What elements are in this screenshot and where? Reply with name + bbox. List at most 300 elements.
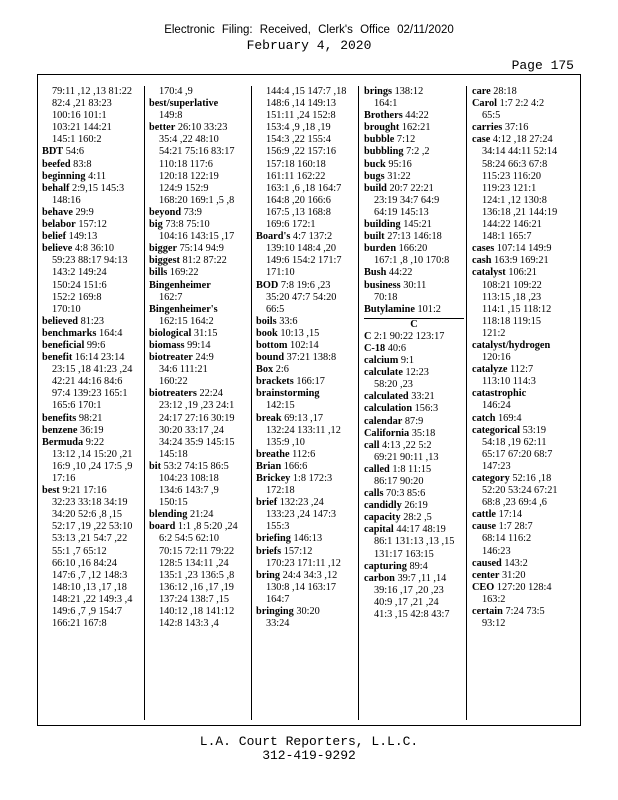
index-continuation: 133:23 ,24 147:3	[266, 509, 337, 521]
index-entry	[256, 546, 356, 558]
index-continuation: 52:20 53:24 67:21	[482, 485, 558, 497]
index-entry	[472, 255, 576, 267]
index-references: 1:7 2:2 4:2	[499, 98, 545, 110]
index-entry	[42, 316, 142, 328]
index-references: 145:21	[403, 219, 432, 231]
index-word: Brothers	[364, 110, 403, 122]
index-continuation: 40:9 ,17 ,21 ,24	[374, 596, 439, 608]
index-entry	[42, 425, 142, 437]
index-references: 164:4	[98, 327, 123, 339]
index-continuation: 119:23 121:1	[482, 182, 537, 194]
index-entry	[364, 428, 464, 440]
index-references: 156:3	[414, 403, 439, 415]
index-references: 33:6	[279, 315, 298, 327]
index-references: 106:21	[508, 267, 537, 279]
index-word: calcium	[364, 355, 399, 367]
index-continuation: 148:21 ,22 149:3 ,4	[52, 593, 133, 605]
index-continuation: 100:16 101:1	[52, 110, 107, 122]
index-references: 102:14	[290, 339, 319, 351]
index-references: 162:21	[401, 122, 431, 134]
index-entry	[42, 340, 142, 352]
index-word: biological	[149, 327, 192, 339]
index-continuation: 66:10 ,16 84:24	[52, 557, 117, 569]
index-entry	[472, 582, 576, 594]
index-entry	[256, 352, 356, 364]
index-continuation: 104:16 143:15 ,17	[159, 231, 235, 243]
index-references: 73:8 75:10	[165, 219, 210, 231]
index-references: 53:19	[522, 424, 547, 436]
index-word: categorical	[472, 424, 521, 436]
index-entry	[42, 159, 142, 171]
index-entry	[364, 86, 464, 98]
index-continuation: 140:12 ,18 141:12	[159, 606, 235, 618]
index-entry	[364, 243, 464, 255]
index-continuation: 157:18 160:18	[266, 158, 326, 170]
index-entry	[364, 231, 464, 243]
index-continuation: 35:20 47:7 54:20	[266, 291, 337, 303]
index-continuation: 59:23 88:17 94:13	[52, 255, 128, 267]
index-continuation: 160:22	[159, 376, 188, 388]
index-continuation: 53:13 ,21 54:7 ,22	[52, 533, 128, 545]
index-entry	[256, 340, 356, 352]
index-references: 26:10 33:23	[177, 122, 228, 134]
index-references: 75:14 94:9	[179, 243, 224, 255]
index-continuation: 139:10 148:4 ,20	[266, 243, 337, 255]
index-entry	[149, 207, 249, 219]
index-continuation: 6:2 54:5 62:10	[159, 533, 220, 545]
index-word: breathe	[256, 448, 290, 460]
index-references: 44:22	[405, 110, 429, 122]
index-references: 33:21	[411, 391, 435, 403]
index-entry	[364, 134, 464, 146]
index-entry	[364, 331, 464, 343]
index-word: calculate	[364, 367, 403, 379]
index-word: cause	[472, 521, 497, 533]
index-word: BDT	[42, 146, 64, 158]
index-references: 157:12	[283, 545, 313, 557]
index-word: carries	[472, 122, 503, 134]
index-references: 101:2	[417, 303, 441, 315]
index-continuation: 79:11 ,12 ,13 81:22	[52, 86, 132, 97]
index-continuation: 120:16	[482, 352, 511, 364]
index-word: capturing	[364, 560, 407, 572]
index-column-1	[42, 86, 142, 630]
index-word: Butylamine	[364, 303, 415, 315]
index-word: book	[256, 327, 278, 339]
index-continuation: 65:17 67:20 68:7	[482, 448, 553, 460]
index-continuation: 82:4 ,21 83:23	[52, 98, 112, 110]
index-references: 36:19	[80, 424, 104, 436]
index-references: 89:4	[409, 560, 428, 572]
index-word: catastrophic	[472, 388, 527, 400]
index-entry	[42, 352, 142, 364]
index-entry	[42, 437, 142, 449]
index-entry	[256, 231, 356, 243]
index-references: 169:4	[498, 412, 522, 424]
index-entry	[364, 304, 464, 316]
index-word: best/superlative	[149, 98, 219, 110]
index-continuation: 132:24 133:11 ,12	[266, 424, 341, 436]
index-word: bubble	[364, 134, 395, 146]
index-references: 20:7 22:21	[389, 182, 434, 194]
index-continuation: 170:10	[52, 303, 81, 315]
index-entry	[364, 391, 464, 403]
index-references: 1:7 28:7	[498, 521, 533, 533]
index-word: Box	[256, 364, 274, 376]
index-entry	[42, 219, 142, 231]
index-continuation: 134:6 143:7 ,9	[159, 485, 219, 497]
index-word: behave	[42, 206, 73, 218]
index-continuation: 33:24	[266, 618, 290, 630]
index-entry	[364, 355, 464, 367]
index-entry	[364, 183, 464, 195]
index-continuation: 156:9 ,22 157:16	[266, 146, 337, 158]
index-entry	[149, 280, 249, 292]
index-continuation: 154:3 ,22 155:4	[266, 134, 331, 146]
index-continuation: 41:3 ,15 42:8 43:7	[374, 609, 450, 621]
index-word: Bush	[364, 267, 387, 279]
index-entry	[472, 267, 576, 279]
index-entry	[149, 328, 249, 340]
index-entry	[472, 364, 576, 376]
index-continuation: 149:8	[159, 110, 183, 122]
index-word: briefing	[256, 533, 291, 545]
index-continuation: 58:20 ,23	[374, 379, 413, 391]
index-entry	[364, 403, 464, 415]
index-references: 24:4 34:3 ,12	[282, 569, 338, 581]
index-references: 7:8 19:6 ,23	[280, 279, 331, 291]
index-continuation: 32:23 33:18 34:19	[52, 497, 128, 509]
index-continuation: 34:14 44:11 52:14	[482, 146, 558, 158]
index-word: calls	[364, 488, 384, 500]
index-references: 98:21	[78, 412, 103, 424]
index-word: CEO	[472, 581, 495, 593]
index-word: cattle	[472, 509, 497, 521]
index-column-5	[472, 86, 576, 630]
index-continuation: 148:10 ,13 ,17 ,18	[52, 581, 127, 593]
index-entry	[472, 558, 576, 570]
index-references: 29:9	[75, 206, 94, 218]
index-continuation: 135:1 ,23 136:5 ,8	[159, 569, 235, 581]
index-references: 1:1 ,8 5:20 ,24	[177, 521, 238, 533]
index-entry	[364, 512, 464, 524]
index-references: 157:12	[78, 219, 107, 231]
index-entry	[149, 255, 249, 267]
index-continuation: 113:15 ,18 ,23	[482, 291, 542, 303]
index-continuation: 17:16	[52, 473, 76, 484]
index-continuation: 70:15 72:11 79:22	[159, 545, 235, 557]
index-word: buck	[364, 158, 386, 170]
index-references: 10:13 ,15	[280, 327, 320, 339]
index-continuation: 137:24 138:7 ,15	[159, 593, 230, 605]
index-references: 24:9	[195, 352, 214, 364]
index-word: brainstorming	[256, 388, 320, 400]
index-word: bills	[149, 267, 168, 279]
index-references: 9:1	[400, 355, 415, 367]
index-word: boils	[256, 315, 277, 327]
index-continuation: 24:17 27:16 30:19	[159, 412, 235, 424]
index-continuation: 165:6 170:1	[52, 400, 102, 412]
index-references: 27:13 146:18	[387, 231, 442, 243]
index-word: built	[364, 231, 385, 243]
index-continuation: 153:4 ,9 ,18 ,19	[266, 122, 331, 134]
index-continuation: 69:21 90:11 ,13	[374, 451, 439, 463]
index-references: 16:14 23:14	[74, 352, 125, 364]
index-references: 81:2 87:22	[182, 255, 227, 267]
index-word: bringing	[256, 606, 294, 618]
index-entry	[472, 388, 576, 400]
index-references: 31:20	[502, 569, 526, 581]
index-continuation: 120:18 122:19	[159, 170, 219, 182]
index-word: Bermuda	[42, 436, 84, 448]
index-entry	[364, 500, 464, 512]
index-word: case	[472, 134, 491, 146]
index-references: 4:12 ,18 27:24	[492, 134, 553, 146]
index-continuation: 150:24 151:6	[52, 279, 107, 291]
reporter-phone: 312-419-9292	[262, 748, 356, 763]
index-word: certain	[472, 606, 503, 618]
index-continuation: 130:8 ,14 163:17	[266, 581, 337, 593]
index-references: 70:3 85:6	[386, 488, 426, 500]
index-continuation: 104:23 108:18	[159, 473, 219, 484]
index-continuation: 143:2 149:24	[52, 267, 107, 279]
index-word: catalyst	[472, 267, 506, 279]
index-word: business	[364, 279, 401, 291]
index-word: beginning	[42, 170, 86, 182]
index-word: biotreaters	[149, 388, 197, 400]
index-continuation: 108:21 109:22	[482, 279, 542, 291]
index-references: 7:24 73:5	[505, 606, 545, 618]
index-references: 149:13	[68, 231, 98, 243]
index-continuation: 13:12 ,14 15:20 ,21	[52, 448, 133, 460]
index-word: building	[364, 219, 401, 231]
index-references: 95:16	[388, 158, 412, 170]
index-word: beyond	[149, 206, 182, 218]
index-word: benzene	[42, 424, 78, 436]
index-references: 112:6	[292, 448, 316, 460]
index-word: blending	[149, 509, 188, 521]
index-references: 53:2 74:15 86:5	[163, 460, 229, 472]
index-continuation: 30:20 33:17 ,24	[159, 424, 224, 436]
index-entry	[472, 340, 576, 352]
index-entry	[472, 473, 576, 485]
index-references: 37:16	[504, 122, 529, 134]
index-section-letter: C	[364, 318, 464, 331]
index-entry	[472, 521, 576, 533]
column-divider	[251, 86, 252, 720]
index-word: belabor	[42, 219, 76, 231]
index-word: carbon	[364, 572, 395, 584]
index-entry	[256, 461, 356, 473]
index-continuation: 152:2 169:8	[52, 291, 102, 303]
index-references: 44:17 48:19	[396, 524, 446, 536]
index-continuation: 172:18	[266, 485, 295, 497]
index-references: 112:7	[510, 364, 534, 376]
index-references: 146:13	[293, 533, 323, 545]
index-word: belief	[42, 231, 67, 243]
index-word: benefit	[42, 352, 73, 364]
index-entry	[42, 328, 142, 340]
index-entry	[42, 231, 142, 243]
index-continuation: 142:8 143:3 ,4	[159, 618, 219, 630]
index-references: 166:6	[283, 460, 308, 472]
index-entry	[149, 304, 249, 316]
index-references: 1:8 172:3	[292, 473, 333, 484]
index-continuation: 162:7	[159, 291, 183, 303]
index-entry	[364, 122, 464, 134]
index-continuation: 168:20 169:1 ,5 ,8	[159, 194, 235, 206]
index-continuation: 124:9 152:9	[159, 182, 209, 194]
index-word: bit	[149, 460, 162, 472]
index-word: C-18	[364, 342, 386, 354]
index-entry	[42, 146, 142, 158]
index-entry	[149, 122, 249, 134]
index-entry	[256, 316, 356, 328]
index-continuation: 164:8 ,20 166:6	[266, 194, 331, 206]
index-word: category	[472, 473, 510, 484]
index-entry	[256, 473, 356, 485]
index-entry	[472, 98, 576, 110]
index-word: bring	[256, 569, 281, 581]
index-entry	[472, 509, 576, 521]
column-divider	[358, 86, 359, 720]
index-entry	[364, 464, 464, 476]
index-word: BOD	[256, 279, 279, 291]
index-word: cases	[472, 243, 495, 255]
index-references: 4:13 ,22 5:2	[382, 439, 432, 451]
index-word: Board's	[256, 231, 291, 243]
index-word: bubbling	[364, 146, 404, 158]
index-references: 12:23	[405, 367, 429, 379]
index-references: 9:21 17:16	[62, 485, 107, 497]
index-continuation: 164:1	[374, 98, 398, 110]
index-word: brings	[364, 86, 393, 97]
index-references: 107:14 149:9	[496, 243, 552, 255]
index-continuation: 70:18	[374, 291, 398, 303]
index-entry	[149, 509, 249, 521]
index-continuation: 167:5 ,13 168:8	[266, 206, 331, 218]
index-entry	[256, 413, 356, 425]
index-continuation: 23:12 ,19 ,23 24:1	[159, 400, 235, 412]
index-references: 17:14	[498, 509, 523, 521]
index-continuation: 162:15 164:2	[159, 315, 214, 327]
index-references: 28:18	[493, 86, 517, 97]
index-entry	[364, 524, 464, 536]
index-entry	[364, 343, 464, 355]
index-references: 169:22	[169, 267, 199, 279]
index-references: 26:19	[404, 500, 428, 512]
index-entry	[472, 86, 576, 98]
index-continuation: 58:24 66:3 67:8	[482, 158, 548, 170]
column-divider	[466, 86, 467, 720]
index-word: break	[256, 412, 282, 424]
index-continuation: 34:24 35:9 145:15	[159, 436, 235, 448]
index-entry	[149, 521, 249, 533]
index-entry	[256, 497, 356, 509]
index-word: best	[42, 485, 60, 497]
index-word: beneficial	[42, 339, 85, 351]
index-word: candidly	[364, 500, 402, 512]
index-entry	[364, 171, 464, 183]
index-continuation: 113:10 114:3	[482, 376, 536, 388]
index-entry	[472, 134, 576, 146]
index-continuation: 144:22 146:21	[482, 219, 542, 231]
index-continuation: 161:11 162:22	[266, 170, 326, 182]
index-entry	[149, 388, 249, 400]
index-references: 4:7 137:2	[292, 231, 333, 243]
index-references: 7:2 ,2	[406, 146, 430, 158]
index-continuation: 167:1 ,8 ,10 170:8	[374, 255, 450, 267]
index-continuation: 169:6 172:1	[266, 219, 316, 231]
index-word: cash	[472, 255, 492, 267]
index-continuation: 171:10	[266, 267, 295, 279]
index-entry	[472, 570, 576, 582]
index-entry	[149, 98, 249, 110]
index-references: 143:2	[504, 557, 528, 569]
index-word: benchmarks	[42, 327, 97, 339]
index-continuation: 150:15	[159, 497, 188, 509]
index-references: 4:8 36:10	[74, 243, 115, 255]
index-continuation: 86:17 90:20	[374, 476, 424, 487]
index-continuation: 23:15 ,18 41:23 ,24	[52, 364, 133, 376]
index-references: 99:6	[86, 339, 106, 351]
index-continuation: 68:8 ,23 69:4 ,6	[482, 497, 547, 509]
index-references: 7:12	[396, 134, 416, 146]
index-entry	[364, 110, 464, 122]
index-continuation: 103:21 144:21	[52, 122, 112, 134]
index-continuation: 64:19 145:13	[374, 206, 429, 218]
index-entry	[472, 425, 576, 437]
index-column-2	[149, 86, 249, 630]
index-continuation: 114:1 ,15 118:12	[482, 303, 552, 315]
index-continuation: 148:6 ,14 149:13	[266, 98, 337, 110]
index-word: Brickey	[256, 473, 291, 484]
index-entry	[364, 280, 464, 292]
index-word: Bingenheimer's	[149, 303, 218, 315]
index-entry	[364, 573, 464, 585]
index-continuation: 93:12	[482, 618, 506, 630]
index-references: 127:20 128:4	[496, 581, 552, 593]
index-word: care	[472, 86, 491, 97]
index-entry	[472, 413, 576, 425]
index-word: benefits	[42, 412, 77, 424]
index-entry	[364, 267, 464, 279]
index-word: board	[149, 521, 176, 533]
index-word: bottom	[256, 339, 288, 351]
index-continuation: 23:19 34:7 64:9	[374, 194, 440, 206]
index-continuation: 136:18 ,21 144:19	[482, 206, 558, 218]
index-entry	[256, 388, 356, 400]
index-continuation: 35:4 ,22 48:10	[159, 134, 219, 146]
index-references: 83:8	[73, 158, 92, 170]
reporter-name: L.A. Court Reporters, L.L.C.	[199, 734, 419, 749]
index-entry	[42, 183, 142, 195]
index-entry	[364, 561, 464, 573]
index-entry	[256, 376, 356, 388]
index-references: 73:9	[183, 206, 202, 218]
index-entry	[256, 449, 356, 461]
index-continuation: 86:1 131:13 ,13 ,15	[374, 536, 455, 548]
index-entry	[149, 461, 249, 473]
index-continuation: 135:9 ,10	[266, 436, 305, 448]
index-word: burden	[364, 243, 397, 255]
index-continuation: 147:6 ,7 ,12 148:3	[52, 569, 128, 581]
index-continuation: 115:23 116:20	[482, 170, 542, 182]
index-references: 87:9	[404, 415, 424, 427]
transcript-date: February 4, 2020	[246, 38, 372, 53]
index-continuation: 65:5	[482, 110, 501, 122]
index-word: capital	[364, 524, 394, 536]
